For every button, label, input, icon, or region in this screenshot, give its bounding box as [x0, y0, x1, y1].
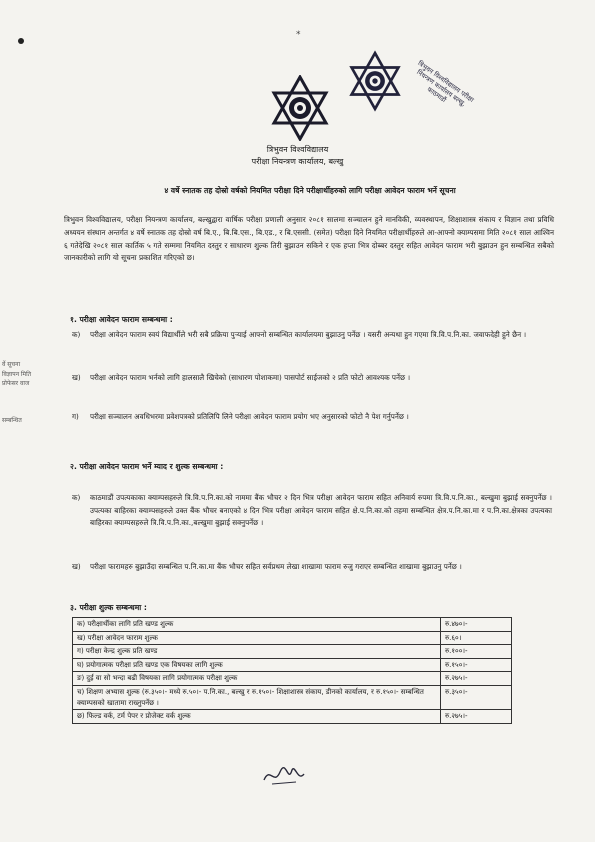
fee-amount: रु.६०। — [441, 631, 512, 645]
list-item — [72, 561, 552, 574]
fee-item: क) परीक्षार्थीका लागि प्रति खण्ड शुल्क — [73, 618, 441, 632]
fee-item: ख) परीक्षा आवेदन फाराम शुल्क — [73, 631, 441, 645]
fee-amount: रु.१५०।- — [441, 658, 512, 672]
item-label: क) — [72, 330, 81, 339]
list-item — [72, 492, 552, 530]
office-name: परीक्षा नियन्त्रण कार्यालय, बल्खु — [251, 157, 344, 166]
fee-item: ग) परीक्षा केन्द्र शुल्क प्रति खण्ड — [73, 645, 441, 659]
item-text: परीक्षा फारामहरु बुझाउँदा सम्बन्धित प.नि.का.मा बैंक भौचर सहित सर्वप्रथम लेखा शाखामा फाराम रुजु गराएर सम्बन्धित शाखामा बुझाउनु पर्नेछ । — [90, 562, 462, 571]
item-label: क) — [72, 493, 81, 502]
section-3-heading: ३. परीक्षा शुल्क सम्बन्धमा : — [70, 603, 147, 612]
item-label: ख) — [72, 562, 81, 571]
item-label: ग) — [72, 412, 79, 421]
signature — [262, 762, 306, 792]
margin-note: विज्ञापन मिति — [2, 371, 32, 378]
item-text: परीक्षा सञ्चालन अवधिभरमा प्रवेशपत्रको प्रतिलिपि लिने परीक्षा आवेदन फाराम प्रयोग भए अनुसारको फोटो नै पेश गर्नुपर्नेछ । — [90, 412, 409, 421]
table-row — [73, 710, 512, 724]
table-row — [73, 618, 512, 632]
fee-item: ङ) दुई वा सो भन्दा बढी विषयका लागि प्रयोगात्मक परीक्षा शुल्क — [73, 672, 441, 686]
fee-amount: रु.१००।- — [441, 645, 512, 659]
list-item — [72, 329, 552, 342]
margin-note: प्रोफेसर वाज — [2, 380, 30, 387]
fee-item: घ) प्रयोगात्मक परीक्षा प्रति खण्ड एक विषयका लागि शुल्क — [73, 658, 441, 672]
table-row — [73, 672, 512, 686]
list-item — [72, 372, 552, 385]
staple-hole — [18, 38, 24, 44]
university-name: त्रिभुवन विश्वविद्यालय — [266, 145, 329, 154]
fee-item: छ) फिल्ड वर्क, टर्म पेपर र प्रोजेक्ट वर्क शुल्क — [73, 710, 441, 724]
table-row — [73, 685, 512, 709]
fee-item: च) शिक्षण अभ्यास शुल्क (रु.३५०।- मध्ये रु.५०।- प.नि.का., बल्खु र रु.१५०।- शिक्षाशास्त्र संकाय, डीनको कार्यालय, र रु.१५०।- सम्बन्धित क्याम्पसको खातामा राख्नुपर्नेछ । — [73, 685, 441, 709]
section-2-heading: २. परीक्षा आवेदन फाराम भर्ने म्याद र शुल्क सम्बन्धमा : — [70, 462, 224, 471]
section-1-heading: १. परीक्षा आवेदन फाराम सम्बन्धमा : — [70, 315, 173, 324]
notice-title: ४ वर्षे स्नातक तह दोस्रो वर्षको नियमित परीक्षा दिने परीक्षार्थीहरुको लागि परीक्षा आवेदन फाराम भर्ने सूचना — [164, 186, 456, 195]
list-item — [72, 411, 552, 424]
seal-text: त्रिभुवन विश्वविद्यालय परीक्षा नियन्त्रण कार्यालय बल्खु, काठमाडौं — [415, 59, 476, 109]
item-label: ख) — [72, 373, 81, 382]
fee-table — [72, 617, 512, 724]
notice-body: त्रिभुवन विश्वविद्यालय, परीक्षा नियन्त्रण कार्यालय, बल्खुद्वारा वार्षिक परीक्षा प्रणाली अनुसार २०८१ सालमा सञ्चालन हुने मानविकी, व्यवस्थापन, शिक्षाशास्त्र संकाय र विज्ञान तथा प्रविधि अध्ययन संस्थान अन्तर्गत ४ वर्षे स्नातक तह दोस्रो वर्ष बि.ए., बि.बि.एस., बि.एड., र बि.एससी. (समेत) परीक्षा दिने नियमित परीक्षार्थीहरुले आ-आफ्नो क्याम्पसमा मिति २०८१ साल आश्विन ६ गतेदेखि २०८१ साल कार्तिक ५ गते सम्ममा नियमित दस्तुर र साधारण शुल्क तिरी बुझाउन सकिने र एक हप्ता भित्र दोब्बर दस्तुर सहित आवेदन फाराम भरी बुझाउन हुन सम्बन्धित सबैको जानकारीको लागि यो सूचना प्रकाशित गरिएको छ। — [64, 215, 554, 263]
fee-amount: रु.४७०।- — [441, 618, 512, 632]
item-text: काठमाडौं उपत्यकाका क्याम्पसहरुले त्रि.वि.प.नि.का.को नाममा बैंक भौचर २ दिन भित्र परीक्षा आवेदन फाराम सहित अनिवार्य रुपमा त्रि.वि.प.नि.का., बल्खुमा बुझाई सक्नुपर्नेछ । उपत्यका बाहिरका क्याम्पसहरुले उक्त बैंक भौचर बनाएको ४ दिन भित्र परीक्षा आवेदन फाराम सहित क्षे.प.नि.का.को तहमा सम्बन्धित क्षेत्र.प.नि.का.मा र प.नि.का.क्षेत्रका उपत्यका बाहिरका क्याम्पसहरुले त्रि.वि.प.नि.का.,बल्खुमा बुझाई सक्नुपर्नेछ । — [90, 493, 552, 527]
table-row — [73, 645, 512, 659]
fee-amount: रु.२७५।- — [441, 672, 512, 686]
item-text: परीक्षा आवेदन फाराम भर्नको लागि हालसालै खिचेको (साधारण पोशाकमा) पासपोर्ट साईजको २ प्रति फोटो आवश्यक पर्नेछ । — [90, 373, 411, 382]
fee-amount: रु.३५०।- — [441, 685, 512, 709]
table-row — [73, 658, 512, 672]
margin-note: सम्बन्धित — [2, 417, 22, 424]
margin-note: र्वे सूचना — [2, 361, 20, 368]
university-emblem-left — [270, 75, 330, 141]
fee-amount: रु.२७५।- — [441, 710, 512, 724]
table-row — [73, 631, 512, 645]
item-text: परीक्षा आवेदन फाराम स्वयं विद्यार्थीले भरी सबै प्रक्रिया पुऱ्याई आफ्नो सम्बन्धित कार्यालयमा बुझाउनु पर्नेछ । यसरी अन्यथा हुन गएमा त्रि.वि.प.नि.का. जवाफदेही हुने छैन । — [90, 330, 527, 339]
margin-mark: * — [296, 30, 301, 40]
